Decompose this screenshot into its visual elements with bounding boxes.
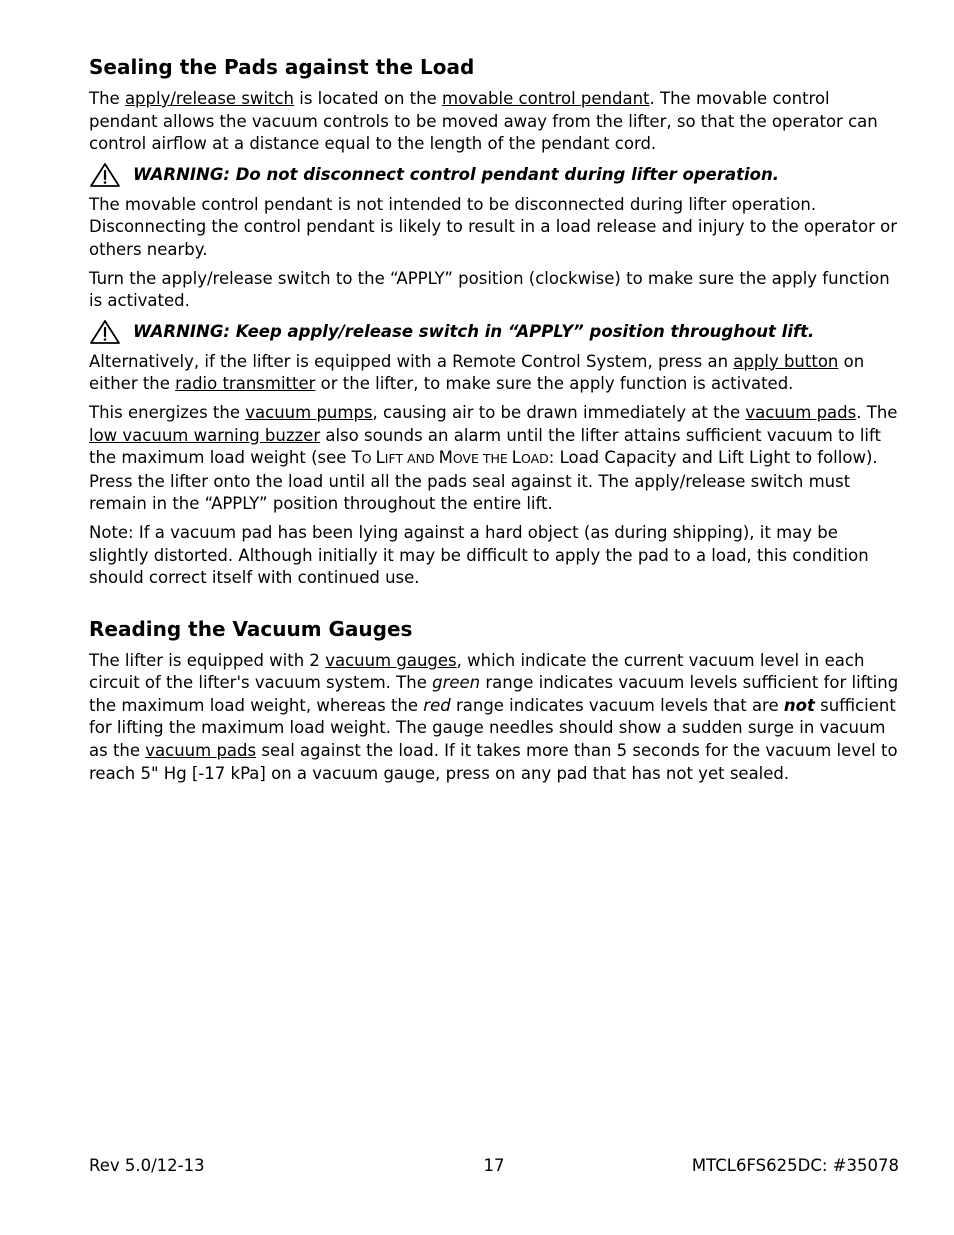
- warning-apply-position: [89, 319, 899, 345]
- term-radio-transmitter: radio transmitter: [175, 374, 316, 394]
- paragraph-gauges: The lifter is equipped with 2 vacuum gauges, which indicate the current vacuum level in each circuit of the lifter's vacuum system. The green range indicates vacuum levels sufficient for lifting the maximum load weight, whereas the red range indicates vacuum levels that are not sufficient for lifting the maximum load weight. The gauge needles should show a sudden surge in vacuum as the vacuum pads seal against the load. If it takes more than 5 seconds for the vacuum level to reach 5" Hg [-17 kPa] on a vacuum gauge, press on any pad that has not yet sealed.: [89, 650, 899, 783]
- warning-text: WARNING: Keep apply/release switch in “APPLY” position throughout lift.: [133, 321, 815, 341]
- term-vacuum-pads: vacuum pads: [745, 402, 857, 422]
- footer-model-number: MTCL6FS625DC: #35078: [691, 1156, 899, 1175]
- warning-disconnect: [89, 162, 899, 188]
- section-title-sealing: Sealing the Pads against the Load: [89, 55, 475, 79]
- term-vacuum-pads: vacuum pads: [145, 741, 257, 761]
- term-green: green: [432, 673, 481, 693]
- paragraph-disconnect: The movable control pendant is not intended to be disconnected during lifter operation. Disconnecting the control pendant is likely to result in a load release and injury to the operator or others nearby.: [89, 194, 898, 259]
- warning-triangle-icon: [89, 319, 121, 345]
- term-apply-release-switch: apply/release switch: [124, 89, 294, 108]
- emphasis-not: not: [783, 695, 815, 715]
- footer-revision: Rev 5.0/12-13: [89, 1156, 205, 1175]
- paragraph-note: Note: If a vacuum pad has been lying against a hard object (as during shipping), it may be slightly distorted. Although initially it may be difficult to apply the pad to a load, this condition should correct itself with continued use.: [89, 522, 869, 588]
- term-vacuum-gauges: vacuum gauges: [325, 650, 457, 670]
- warning-triangle-icon: [89, 162, 121, 188]
- paragraph-turn-switch: Turn the apply/release switch to the “APPLY” position (clockwise) to make sure the apply function is activated.: [89, 268, 890, 311]
- term-movable-control-pendant: movable control pendant: [442, 89, 650, 108]
- section-title-gauges: Reading the Vacuum Gauges: [89, 616, 413, 641]
- footer-page-number: 17: [483, 1156, 505, 1175]
- term-low-vacuum-warning-buzzer: low vacuum warning buzzer: [89, 425, 321, 445]
- paragraph-remote-control: Alternatively, if the lifter is equipped with a Remote Control System, press an apply button on either the radio transmitter or the lifter, to make sure the apply function is activated.: [89, 351, 865, 394]
- paragraph-pendant: The apply/release switch is located on the movable control pendant. The movable control pendant allows the vacuum controls to be moved away from the lifter, so that the operator can control airflow at a distance equal to the length of the pendant cord.: [89, 89, 878, 154]
- term-apply-button: apply button: [733, 351, 839, 371]
- paragraph-energizes: This energizes the vacuum pumps, causing air to be drawn immediately at the vacuum pads. The low vacuum warning buzzer also sounds an alarm until the lifter attains sufficient vacuum to lift the maximum load weight (see TO LIFT AND MOVE THE LOAD: Load Capacity and Lift Light to follow). Press the lifter onto the load until all the pads seal against it. The apply/release switch must remain in the “APPLY” position throughout the entire lift.: [89, 402, 898, 514]
- warning-text: WARNING: Do not disconnect control pendant during lifter operation.: [133, 164, 780, 184]
- term-vacuum-pumps: vacuum pumps: [245, 402, 373, 422]
- page-content: [89, 54, 899, 791]
- cross-reference: TO LIFT AND MOVE THE LOAD: [351, 448, 549, 468]
- page-footer: [89, 1154, 899, 1178]
- term-red: red: [423, 695, 451, 715]
